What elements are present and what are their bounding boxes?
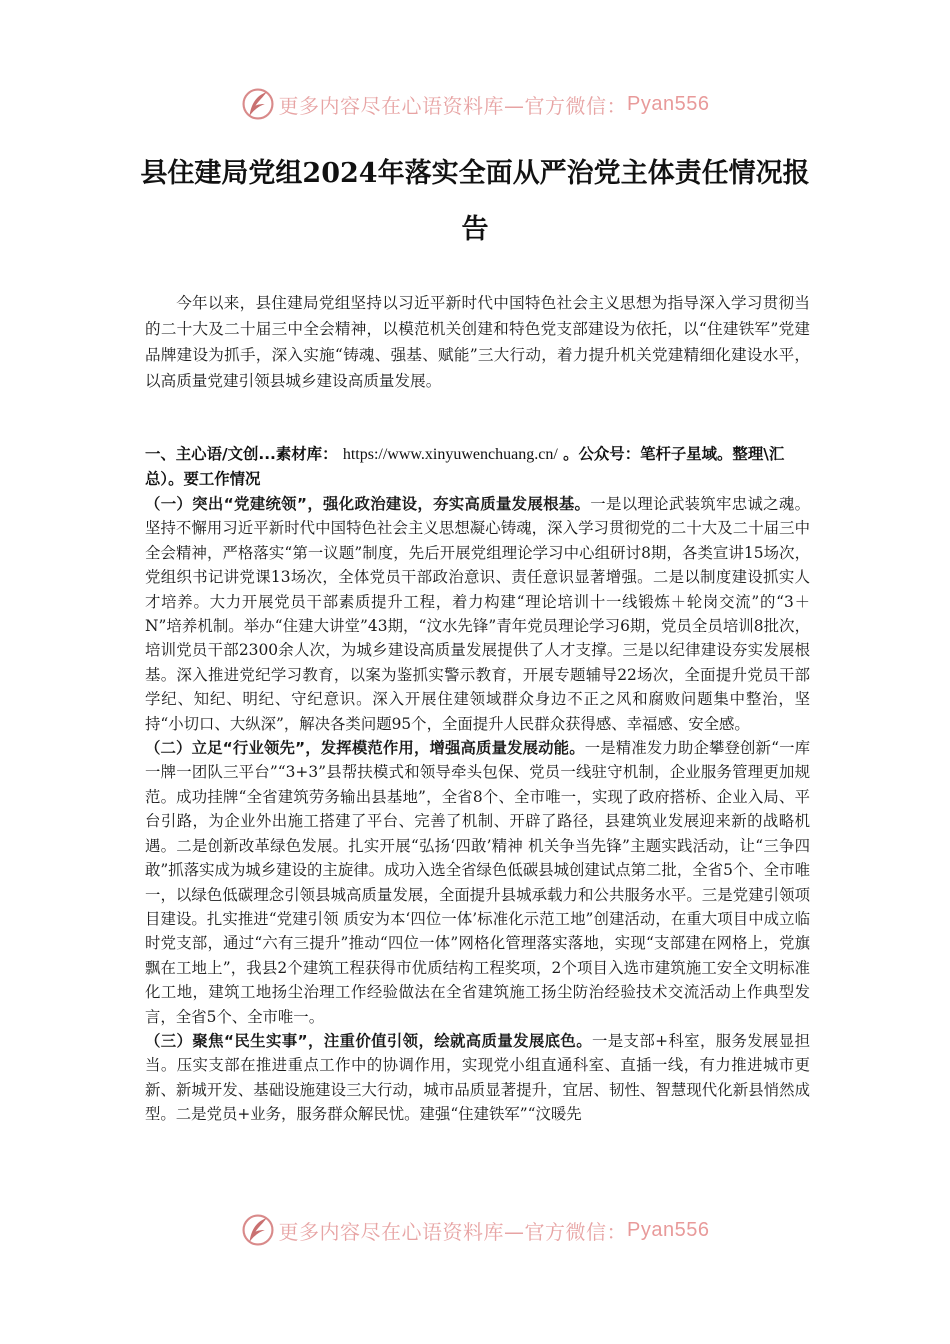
body-paragraph <box>145 1029 810 1127</box>
watermark-wechat-id: Pyan556 <box>627 1218 710 1241</box>
intro-paragraph: 今年以来，县住建局党组坚持以习近平新时代中国特色社会主义思想为指导深入学习贯彻当的二十大及二十届三中全会精神，以模范机关创建和特色党支部建设为依托，以“住建铁军”党建品牌建设为抓手，深入实施“铸魂、强基、赋能”三大行动，着力提升机关党建精细化建设水平，以高质量党建引领县城乡建设高质量发展。 <box>145 294 810 390</box>
paragraph-text: 一是精准发力助企攀登创新“一库一牌一团队三平台”“3+3”县帮扶模式和领导牵头包保、党员一线驻守机制，企业服务管理更加规范。成功挂牌“全省建筑劳务输出县基地”，全省8个、全市唯一，实现了政府搭桥、企业入局、平台引路，为企业外出施工搭建了平台、完善了机制、开辟了路径，县建筑业发展迎来新的战略机遇。二是创新改革绿色发展。扎实开展“弘扬‘四敢’精神 机关争当先锋”主题实践活动，让“三争四敢”抓落实成为城乡建设的主旋律。成功入选全省绿色低碳县城创建试点第二批，全省5个、全市唯一，以绿色低碳理念引领县城高质量发展，全面提升县城承载力和公共服务水平。三是党建引领项目建设。扎实推进“党建引领 质安为本‘四位一体’标准化示范工地”创建活动，在重大项目中成立临时党支部，通过“六有三提升”推动“四位一体”网格化管理落实落地，实现“支部建在网格上，党旗飘在工地上”，我县2个建筑工程获得市优质结构工程奖项，2个项目入选市建筑施工安全文明标准化工地，建筑工地扬尘治理工作经验做法在全省建筑施工扬尘防治经验技术交流活动上作典型发言，全省5个、全市唯一。 <box>145 739 810 1026</box>
document-title: 县住建局党组2024年落实全面从严治党主体责任情况报告 <box>140 158 810 245</box>
watermark-footer <box>0 1210 950 1250</box>
feather-quill-icon <box>241 1213 275 1247</box>
feather-quill-icon <box>241 87 275 121</box>
paragraph-text: 一是支部+科室，服务发展显担当。压实支部在推进重点工作中的协调作用，实现党小组直通科室、直插一线，有力推进城市更新、新城开发、基础设施建设三大行动，城市品质显著提升，宜居、韧性、智慧现代化新县悄然成型。二是党员+业务，服务群众解民忧。建强“住建铁军”“汶暖先 <box>145 1031 810 1124</box>
body-content <box>145 492 810 1192</box>
watermark-text: 更多内容尽在心语资料库—官方微信： <box>278 93 628 118</box>
subheading: （二）立足“行业领先”，发挥模范作用，增强高质量发展动能。 <box>145 739 585 758</box>
body-paragraph <box>145 736 810 1029</box>
subheading: （一）突出“党建统领”，强化政治建设，夯实高质量发展根基。 <box>145 495 591 513</box>
watermark-wechat-id: Pyan556 <box>627 92 710 115</box>
body-paragraph <box>145 492 810 736</box>
section-heading-prefix: 一、主心语/文创...素材库： <box>145 445 338 463</box>
section-heading-1 <box>145 442 813 491</box>
paragraph-text: 一是以理论武装筑牢忠诚之魂。坚持不懈用习近平新时代中国特色社会主义思想凝心铸魂，深入学习贯彻党的二十大及二十届三中全会精神，严格落实“第一议题”制度，先后开展党组理论学习中心组研讨8期，各类宣讲15场次，党组织书记讲党课13场次，全体党员干部政治意识、责任意识显著增强。二是以制度建设抓实人才培养。大力开展党员干部素质提升工程，着力构建“理论培训十一线锻炼＋轮岗交流”的“3＋N”培养机制。举办“住建大讲堂”43期，“汶水先锋”青年党员理论学习6期，党员全员培训8批次，培训党员干部2300余人次，为城乡建设高质量发展提供了人才支撑。三是以纪律建设夯实发展根基。深入推进党纪学习教育，以案为鉴抓实警示教育，开展专题辅导22场次，全面提升党员干部学纪、知纪、明纪、守纪意识。深入开展住建领域群众身边不正之风和腐败问题集中整治，坚持“小切口、大纵深”，解决各类问题95个，全面提升人民群众获得感、幸福感、安全感。 <box>145 495 810 733</box>
watermark-text: 更多内容尽在心语资料库—官方微信： <box>278 1219 628 1244</box>
section-heading-url: https://www.xinyuwenchuang.cn/ <box>342 446 558 463</box>
section-heading-suffix: 。公众号：笔杆子星域。整理\汇总）。要工作情况 <box>145 445 785 488</box>
watermark-header <box>0 84 950 124</box>
subheading: （三）聚焦“民生实事”，注重价值引领，绘就高质量发展底色。 <box>145 1031 592 1050</box>
